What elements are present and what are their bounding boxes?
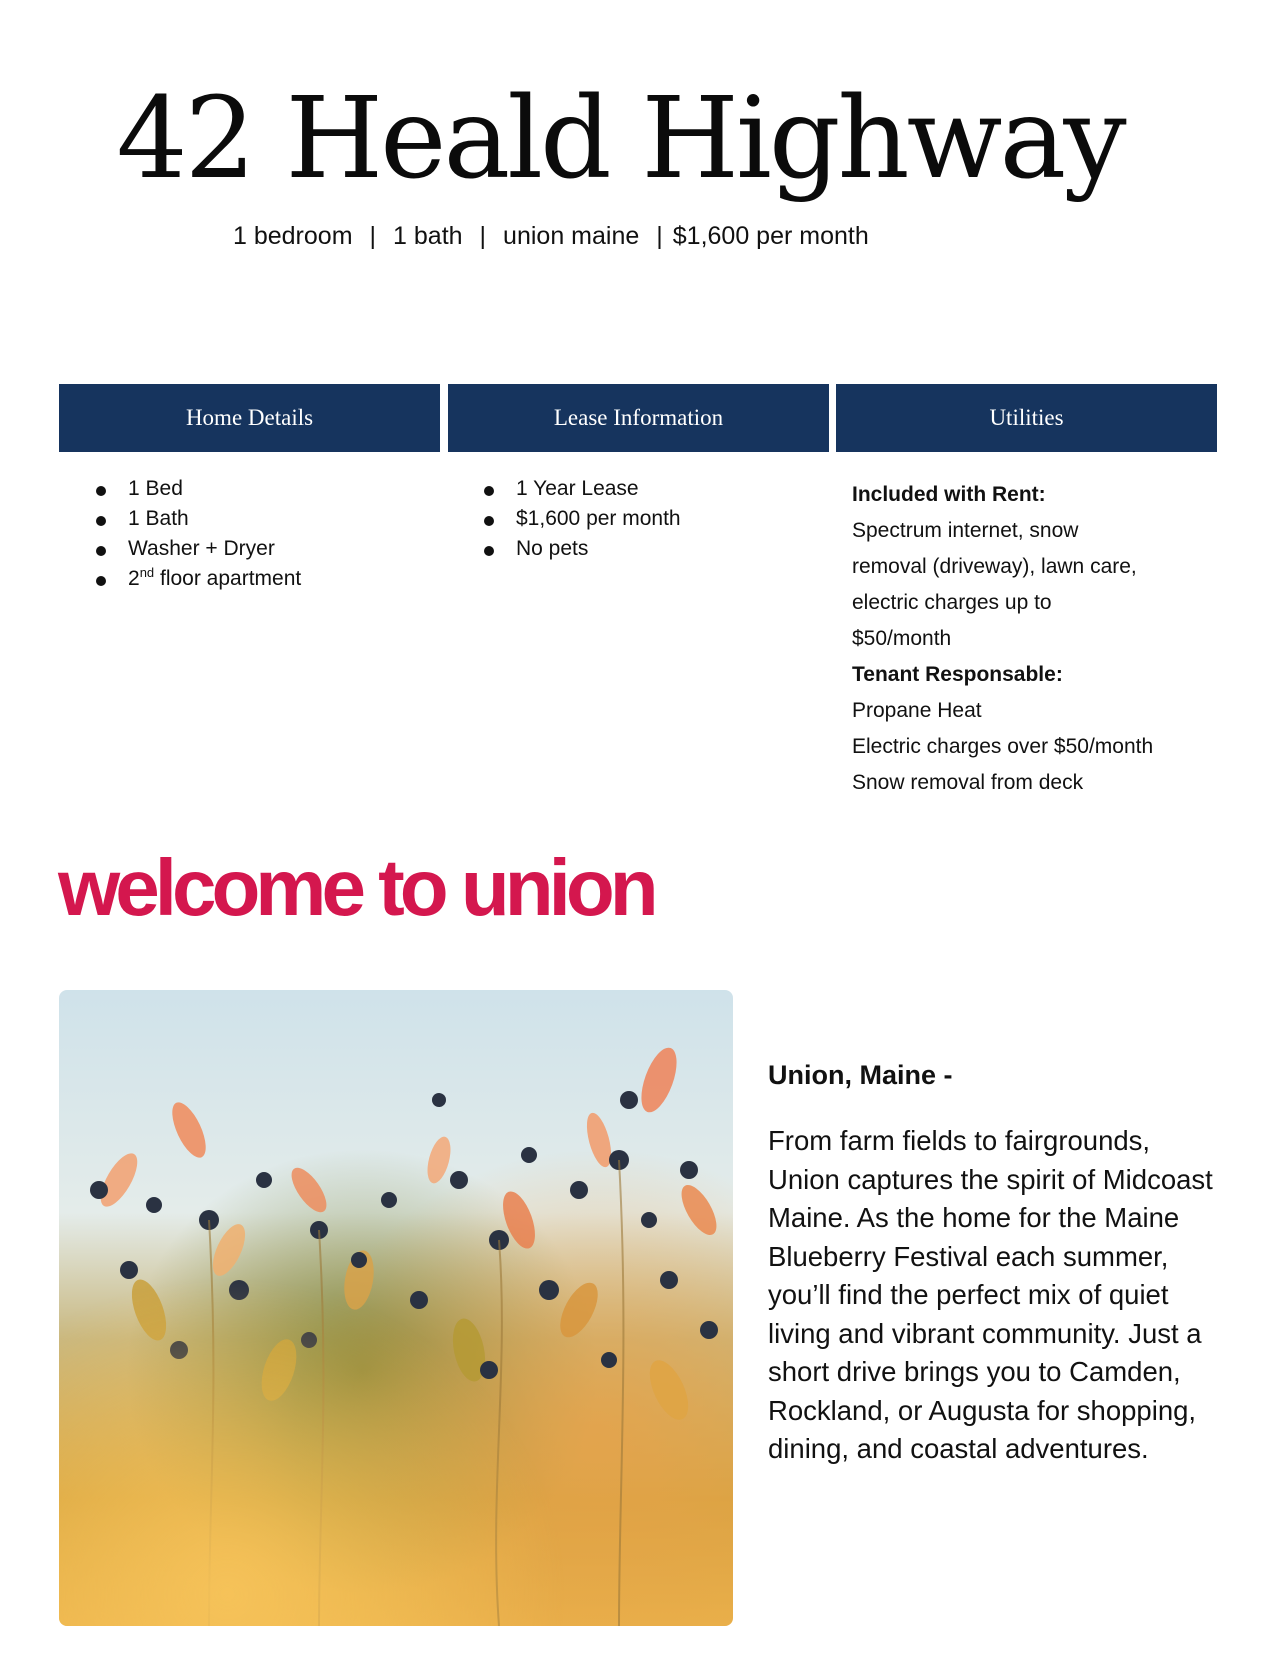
lease-information-list: [484, 474, 681, 564]
included-line: $50/month: [852, 627, 952, 650]
tenant-line: Electric charges over $50/month: [852, 735, 1154, 758]
list-item: No pets: [484, 534, 681, 564]
town-description: From farm fields to fairgrounds, Union captures the spirit of Midcoast Maine. As the home for the Maine Blueberry Festival each summer, you’ll find the perfect mix of quiet living and vibrant community. Just a short drive brings you to Camden, Rockland, or Augusta for shopping, dining, and coastal adventures.: [768, 1125, 1213, 1464]
property-summary: [233, 222, 869, 251]
tenant-line: Snow removal from deck: [852, 771, 1084, 794]
welcome-heading: welcome to union: [58, 843, 654, 932]
list-item: Washer + Dryer: [96, 534, 301, 564]
summary-separator: |: [656, 222, 663, 250]
summary-bathrooms: 1 bath: [393, 222, 463, 250]
summary-bedrooms: 1 bedroom: [233, 222, 353, 250]
utilities-header: Utilities: [836, 384, 1217, 452]
list-item: 1 Year Lease: [484, 474, 681, 504]
included-with-rent-label: Included with Rent:: [852, 483, 1046, 506]
utilities-details: [852, 477, 1212, 801]
included-line: removal (driveway), lawn care,: [852, 555, 1137, 578]
included-line: electric charges up to: [852, 591, 1052, 614]
home-details-header: Home Details: [59, 384, 440, 452]
lease-information-header: Lease Information: [448, 384, 829, 452]
list-item-floor: [96, 564, 301, 594]
floor-ordinal-suffix: nd: [139, 565, 155, 580]
summary-rent: $1,600 per month: [672, 222, 869, 250]
blueberry-field-photo: [59, 990, 733, 1626]
summary-location: union maine: [503, 222, 640, 250]
home-details-list: [96, 474, 301, 594]
list-item: $1,600 per month: [484, 504, 681, 534]
floor-text: floor apartment: [154, 567, 302, 590]
town-title: Union, Maine -: [768, 1060, 953, 1090]
summary-separator: |: [369, 222, 377, 250]
included-line: Spectrum internet, snow: [852, 519, 1079, 542]
floor-number: 2: [128, 567, 140, 590]
list-item: 1 Bed: [96, 474, 301, 504]
page-title: 42 Heald Highway: [116, 74, 1124, 204]
summary-separator: |: [479, 222, 487, 250]
list-item: 1 Bath: [96, 504, 301, 534]
blueberry-field-illustration: [59, 990, 733, 1626]
tenant-responsable-label: Tenant Responsable:: [852, 663, 1063, 686]
tenant-line: Propane Heat: [852, 699, 982, 722]
